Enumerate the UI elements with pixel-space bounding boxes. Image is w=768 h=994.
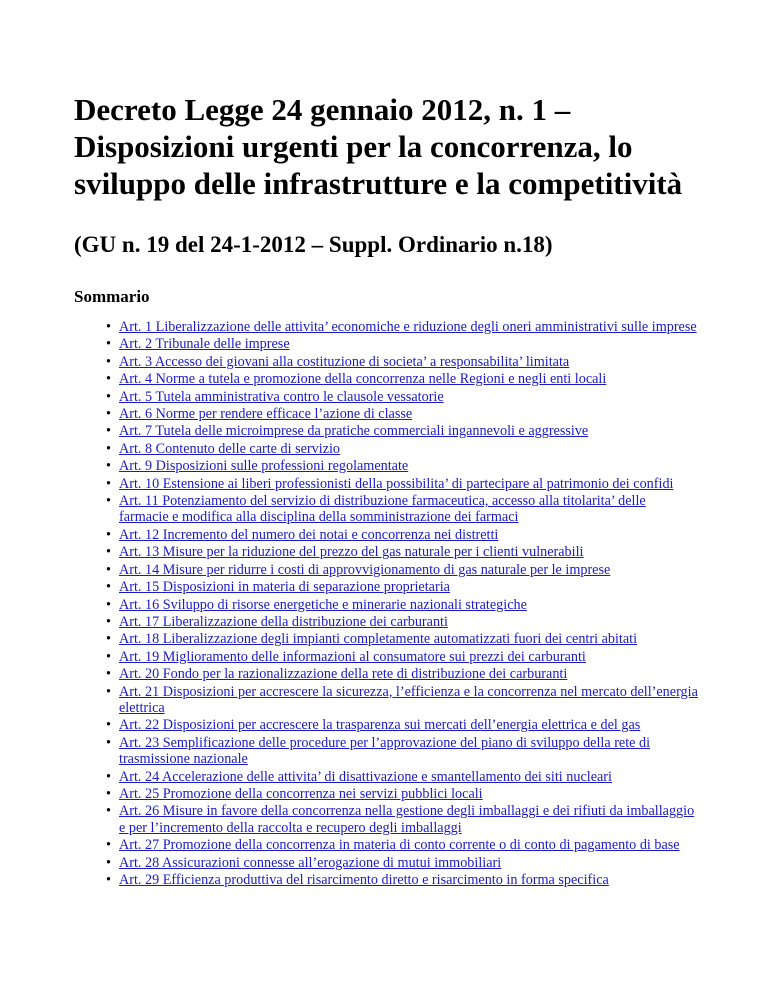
list-item: [106, 544, 698, 561]
list-item: [106, 319, 698, 335]
article-link[interactable]: Art. 24 Accelerazione delle attivita’ di disattivazione e smantellamento dei siti nucleari: [119, 768, 612, 785]
article-link[interactable]: Art. 5 Tutela amministrativa contro le clausole vessatorie: [119, 388, 444, 405]
summary-heading: Sommario: [74, 287, 150, 306]
bullet-icon: •: [106, 493, 111, 510]
article-link[interactable]: Art. 19 Miglioramento delle informazioni al consumatore sui prezzi dei carburanti: [119, 648, 586, 665]
article-link[interactable]: Art. 29 Efficienza produttiva del risarcimento diretto e risarcimento in forma specifica: [119, 872, 609, 888]
list-item: [106, 785, 698, 802]
article-link[interactable]: Art. 7 Tutela delle microimprese da pratiche commerciali ingannevoli e aggressive: [119, 423, 589, 440]
bullet-icon: •: [106, 803, 111, 820]
list-item: [106, 561, 698, 578]
bullet-icon: •: [106, 854, 111, 871]
bullet-icon: •: [106, 613, 111, 630]
bullet-icon: •: [106, 544, 111, 561]
bullet-icon: •: [106, 423, 111, 440]
bullet-icon: •: [106, 734, 111, 751]
list-item: [106, 336, 698, 353]
bullet-icon: •: [106, 440, 111, 457]
bullet-icon: •: [106, 526, 111, 543]
article-link[interactable]: Art. 8 Contenuto delle carte di servizio: [119, 440, 341, 457]
list-item: [106, 734, 698, 768]
article-link[interactable]: Art. 25 Promozione della concorrenza nei servizi pubblici locali: [119, 785, 483, 802]
list-item: [106, 854, 698, 871]
article-link[interactable]: Art. 10 Estensione ai liberi professionisti della possibilita’ di partecipare al patrimonio dei confidi: [119, 475, 674, 492]
bullet-icon: •: [106, 458, 111, 475]
list-item: [106, 458, 698, 475]
article-link[interactable]: Art. 23 Semplificazione delle procedure per l’approvazione del piano di sviluppo della rete di trasmissione nazionale: [119, 734, 651, 768]
bullet-icon: •: [106, 872, 111, 888]
article-link[interactable]: Art. 21 Disposizioni per accrescere la sicurezza, l’efficienza e la concorrenza nel mercato dell’energia elettrica: [119, 683, 698, 716]
article-link[interactable]: Art. 26 Misure in favore della concorrenza nella gestione degli imballaggi e dei rifiuti da imballaggio e per l’incremento della raccolta e recupero degli imballaggi: [119, 803, 695, 836]
bullet-icon: •: [106, 561, 111, 578]
list-item: [106, 683, 698, 717]
bullet-icon: •: [106, 371, 111, 388]
list-item: [106, 353, 698, 370]
article-link[interactable]: Art. 17 Liberalizzazione della distribuzione dei carburanti: [119, 613, 448, 630]
bullet-icon: •: [106, 319, 111, 335]
article-link[interactable]: Art. 20 Fondo per la razionalizzazione della rete di distribuzione dei carburanti: [119, 666, 568, 683]
bullet-icon: •: [106, 388, 111, 405]
list-item: [106, 768, 698, 785]
list-item: [106, 717, 698, 734]
list-item: [106, 872, 698, 888]
bullet-icon: •: [106, 666, 111, 683]
article-link[interactable]: Art. 28 Assicurazioni connesse all’erogazione di mutui immobiliari: [119, 854, 502, 871]
list-item: [106, 406, 698, 423]
bullet-icon: •: [106, 475, 111, 492]
article-link[interactable]: Art. 14 Misure per ridurre i costi di approvvigionamento di gas naturale per le imprese: [119, 561, 611, 578]
bullet-icon: •: [106, 579, 111, 596]
list-item: [106, 371, 698, 388]
list-item: [106, 803, 698, 836]
article-link[interactable]: Art. 16 Sviluppo di risorse energetiche e minerarie nazionali strategiche: [119, 596, 527, 613]
bullet-icon: •: [106, 353, 111, 370]
article-link[interactable]: Art. 6 Norme per rendere efficace l’azione di classe: [119, 406, 413, 423]
bullet-icon: •: [106, 837, 111, 854]
list-item: [106, 526, 698, 543]
article-link[interactable]: Art. 15 Disposizioni in materia di separazione proprietaria: [119, 579, 450, 596]
page-subtitle: (GU n. 19 del 24-1-2012 – Suppl. Ordinario n.18): [74, 232, 553, 257]
list-item: [106, 631, 698, 648]
bullet-icon: •: [106, 336, 111, 353]
article-link[interactable]: Art. 12 Incremento del numero dei notai e concorrenza nei distretti: [119, 526, 499, 543]
bullet-icon: •: [106, 768, 111, 785]
list-item: [106, 837, 698, 854]
list-item: [106, 440, 698, 457]
article-link[interactable]: Art. 11 Potenziamento del servizio di distribuzione farmaceutica, accesso alla titolarita’ delle farmacie e modifica alla disciplina della somministrazione dei farmaci: [119, 493, 646, 526]
list-item: [106, 648, 698, 665]
article-link[interactable]: Art. 22 Disposizioni per accrescere la trasparenza sui mercati dell’energia elettrica e del gas: [119, 717, 641, 734]
article-link[interactable]: Art. 1 Liberalizzazione delle attivita’ economiche e riduzione degli oneri amministrativi sulle imprese: [119, 319, 697, 335]
article-link[interactable]: Art. 4 Norme a tutela e promozione della concorrenza nelle Regioni e negli enti locali: [119, 371, 607, 388]
bullet-icon: •: [106, 596, 111, 613]
bullet-icon: •: [106, 648, 111, 665]
article-link[interactable]: Art. 3 Accesso dei giovani alla costituzione di societa’ a responsabilita’ limitata: [119, 353, 570, 370]
list-item: [106, 666, 698, 683]
article-link[interactable]: Art. 13 Misure per la riduzione del prezzo del gas naturale per i clienti vulnerabili: [119, 544, 584, 561]
list-item: [106, 579, 698, 596]
list-item: [106, 388, 698, 405]
bullet-icon: •: [106, 683, 111, 700]
list-item: [106, 493, 698, 526]
list-item: [106, 475, 698, 492]
article-link[interactable]: Art. 2 Tribunale delle imprese: [119, 336, 290, 353]
bullet-icon: •: [106, 631, 111, 648]
article-link[interactable]: Art. 18 Liberalizzazione degli impianti completamente automatizzati fuori dei centri abitati: [119, 631, 638, 648]
list-item: [106, 613, 698, 630]
bullet-icon: •: [106, 717, 111, 734]
bullet-icon: •: [106, 406, 111, 423]
list-item: [106, 596, 698, 613]
article-link[interactable]: Art. 27 Promozione della concorrenza in materia di conto corrente o di conto di pagamento di base: [119, 837, 680, 854]
table-of-contents: [74, 319, 698, 888]
list-item: [106, 423, 698, 440]
article-link[interactable]: Art. 9 Disposizioni sulle professioni regolamentate: [119, 458, 409, 475]
bullet-icon: •: [106, 785, 111, 802]
page-title: Decreto Legge 24 gennaio 2012, n. 1 – Disposizioni urgenti per la concorrenza, lo sviluppo delle infrastrutture e la competitività: [74, 92, 683, 201]
